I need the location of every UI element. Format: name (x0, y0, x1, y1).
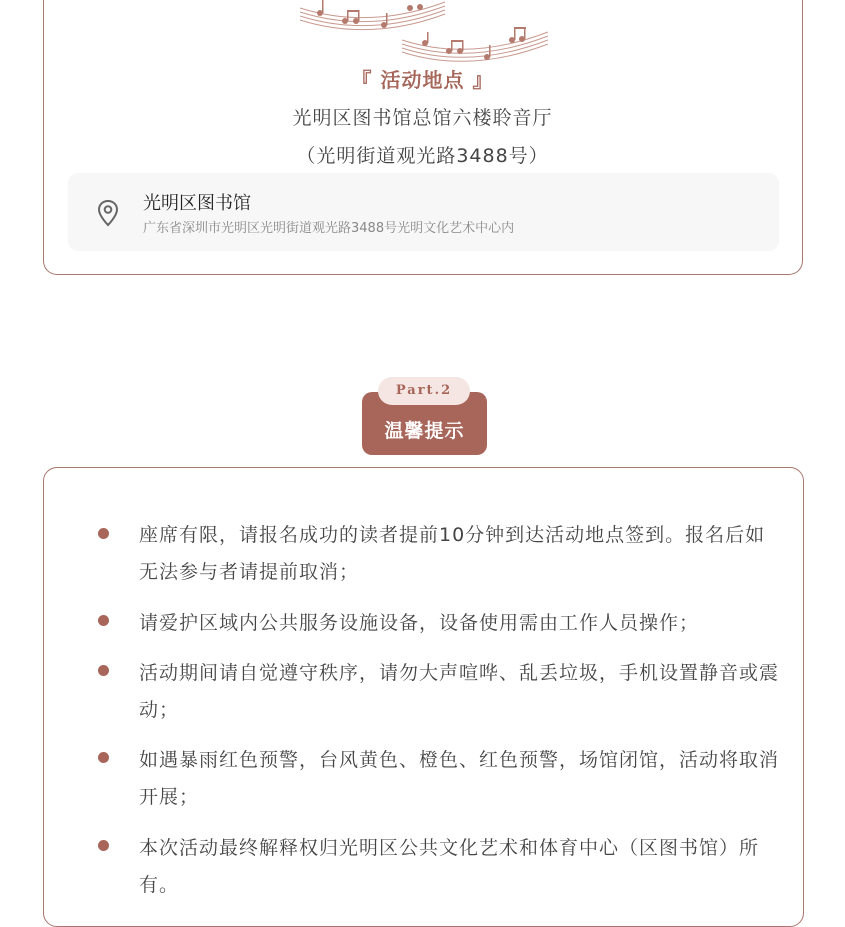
bullet-dot (98, 528, 109, 539)
part2-label: Part.2 (378, 377, 470, 405)
map-place-name: 光明区图书馆 (143, 193, 251, 214)
venue-text: 光明区图书馆总馆六楼聆音厅 (292, 107, 553, 129)
bullet-dot (98, 840, 109, 851)
map-place-address: 广东省深圳市光明区光明街道观光路3488号光明文化艺术中心内 (143, 221, 515, 236)
bullet-dot (98, 615, 109, 626)
location-section-title: 『 活动地点 』 (351, 68, 494, 92)
address-text: （光明街道观光路3488号） (296, 145, 549, 167)
bullet-dot (98, 752, 109, 763)
tip-item: 座席有限，请报名成功的读者提前10分钟到达活动地点签到。报名后如无法参与者请提前取消； (139, 524, 766, 583)
tip-item: 本次活动最终解释权归光明区公共文化艺术和体育中心（区图书馆）所有。 (139, 837, 760, 896)
map-location-card[interactable] (68, 173, 779, 251)
part2-title: 温馨提示 (384, 420, 465, 442)
tip-item: 请爱护区域内公共服务设施设备，设备使用需由工作人员操作； (139, 612, 700, 634)
tip-item: 活动期间请自觉遵守秩序，请勿大声喧哗、乱丢垃圾，手机设置静音或震动； (139, 662, 780, 721)
music-notes-decoration (0, 0, 845, 70)
tip-item: 如遇暴雨红色预警，台风黄色、橙色、红色预警，场馆闭馆，活动将取消开展； (139, 749, 780, 808)
bullet-dot (98, 665, 109, 676)
location-pin-icon (96, 199, 120, 227)
